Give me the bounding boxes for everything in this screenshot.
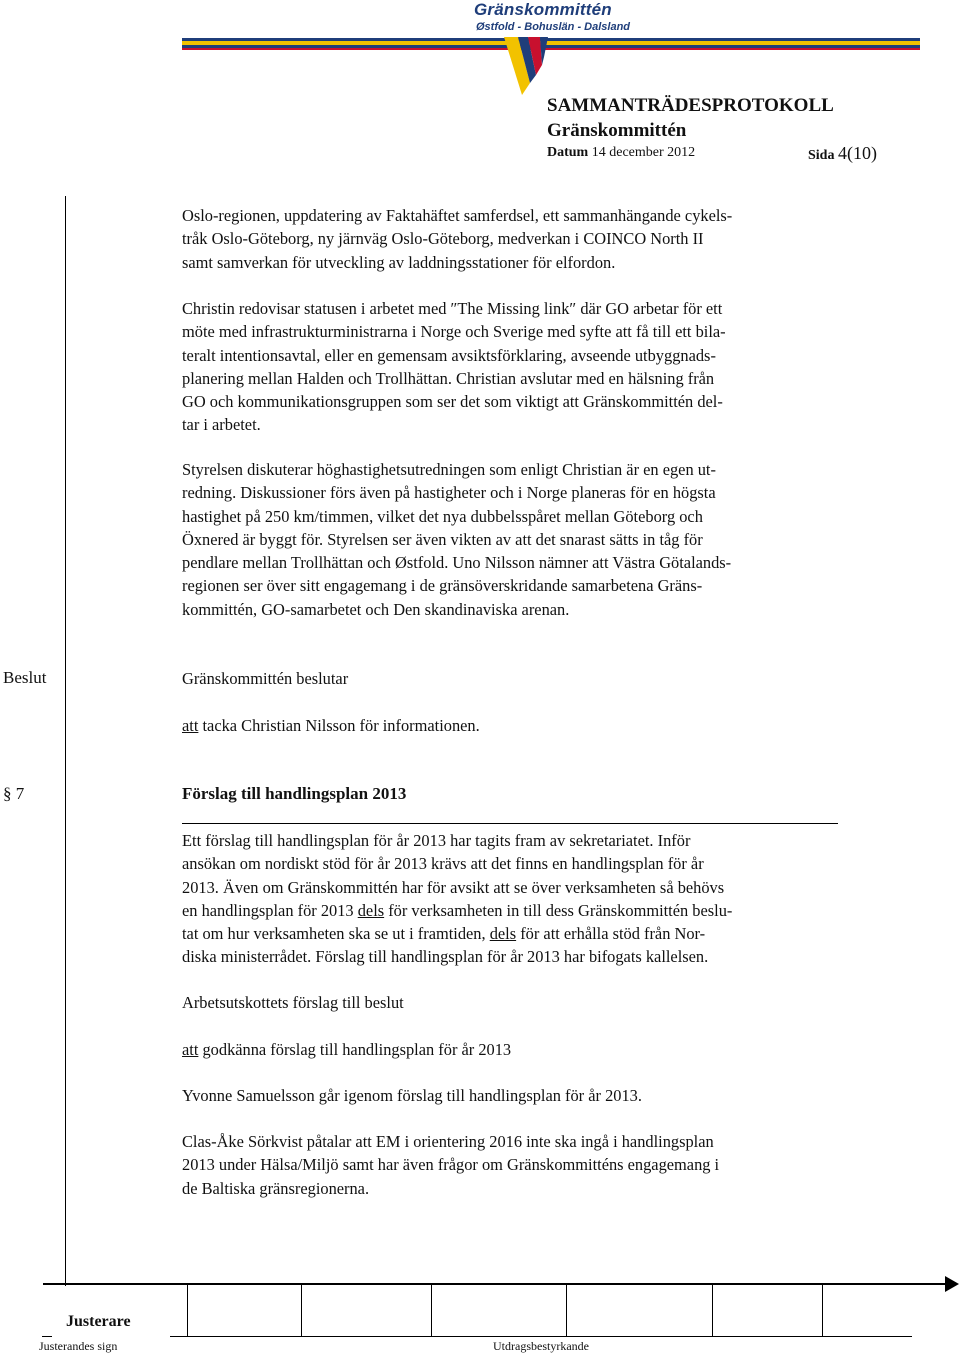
- text-line: möte med infrastrukturministrarna i Norge och Sverige med syfte att få till ett bila-: [182, 322, 726, 342]
- text-line: [182, 922, 862, 945]
- text-line: redning. Diskussioner förs även på hastigheter och i Norge planeras för en högsta: [182, 483, 716, 503]
- paragraph-oslo-region: [182, 204, 862, 274]
- text-line: Ett förslag till handlingsplan för år 2013 har tagits fram av sekretariatet. Inför: [182, 831, 691, 850]
- arrow-right-icon: [945, 1276, 959, 1292]
- page-label: Sida: [808, 148, 835, 163]
- footer-dash: [42, 1336, 52, 1337]
- text-line: planering mellan Halden och Trollhättan. Christian avslutar med en hälsning från: [182, 368, 715, 388]
- text-line: [182, 899, 862, 922]
- date-label: Datum: [547, 145, 589, 160]
- att-keyword: att: [182, 1040, 199, 1059]
- text-run: för att erhålla stöd från Nor-: [516, 924, 706, 944]
- beslut-label: Beslut: [3, 668, 47, 687]
- text-line: tråk Oslo-Göteborg, ny järnväg Oslo-Göteborg, medverkan i COINCO North II: [182, 229, 704, 249]
- text-line: Clas-Åke Sörkvist påtalar att EM i orientering 2016 inte ska ingå i handlingsplan: [182, 1132, 714, 1151]
- text-run: för verksamheten in till dess Gränskommittén beslu-: [384, 900, 733, 920]
- text-line: de Baltiska gränsregionerna.: [182, 1178, 370, 1198]
- paragraph-clas-ake: [182, 1130, 862, 1200]
- extract-label: Utdragsbestyrkande: [493, 1339, 589, 1353]
- text-line: 2013 under Hälsa/Miljö samt har även frågor om Gränskommitténs engagemang i: [182, 1155, 720, 1175]
- text-line: hastighet på 250 km/timmen, vilket det nya dubbelsspåret mellan Göteborg och: [182, 506, 703, 526]
- text-line: kommittén, GO-samarbetet och Den skandinaviska arenan.: [182, 599, 570, 619]
- footer-rule: [43, 1283, 952, 1285]
- text-line: diska ministerrådet. Förslag till handlingsplan för år 2013 har bifogats kallelsen.: [182, 947, 709, 967]
- au-proposal-label: [182, 991, 862, 1014]
- decision-line: [182, 714, 862, 737]
- signature-box-divider: [431, 1284, 432, 1336]
- page-value: 4(10): [837, 143, 877, 163]
- text-line: Christin redovisar statusen i arbetet med ″The Missing link″ där GO arbetar för ett: [182, 299, 723, 318]
- signature-box-divider: [712, 1284, 713, 1336]
- beslut-text: [182, 667, 862, 690]
- text-line: Yvonne Samuelsson går igenom förslag till handlingsplan för år 2013.: [182, 1086, 642, 1105]
- section-number: § 7: [3, 784, 25, 803]
- text-run: en handlingsplan för 2013: [182, 900, 358, 920]
- signature-box-divider: [301, 1284, 302, 1336]
- text-line: teralt intentionsavtal, eller en gemensam avsiktsförklaring, avseende utbyggnads-: [182, 345, 716, 365]
- paragraph-high-speed: [182, 458, 862, 621]
- margin-line: [65, 196, 66, 1286]
- text-line: samt samverkan för utveckling av laddningsstationer för elfordon.: [182, 252, 616, 272]
- text-line: [182, 1038, 862, 1061]
- decision-text: tacka Christian Nilsson för informationen.: [198, 716, 480, 735]
- proposal-text: godkänna förslag till handlingsplan för år 2013: [198, 1040, 512, 1059]
- text-line: [182, 714, 862, 737]
- flag-ribbon-icon: [500, 35, 550, 97]
- text-line: Arbetsutskottets förslag till beslut: [182, 993, 404, 1012]
- underlined-word: dels: [357, 900, 385, 920]
- text-run: tat om hur verksamheten ska se ut i framtiden,: [182, 924, 490, 944]
- organization-name: Gränskommittén: [547, 120, 687, 141]
- justerare-label: Justerare: [66, 1313, 131, 1330]
- proposal-line: [182, 1038, 862, 1061]
- sign-label: Justerandes sign: [39, 1339, 118, 1353]
- paragraph-handlingsplan: [182, 829, 862, 969]
- text-line: regionen ser över sitt engagemang i de gränsöverskridande samarbetena Gräns-: [182, 576, 703, 596]
- signature-underline: [170, 1336, 912, 1337]
- signature-box-divider: [822, 1284, 823, 1336]
- header-stripes: [182, 38, 920, 52]
- document-title: SAMMANTRÄDESPROTOKOLL: [547, 95, 834, 116]
- section-rule: [182, 823, 838, 824]
- text-line: GO och kommunikationsgruppen som ser det som viktigt att Gränskommittén del-: [182, 392, 723, 412]
- text-line: ansökan om nordiskt stöd för år 2013 krävs att det finns en handlingsplan för år: [182, 854, 704, 874]
- text-line: Gränskommittén beslutar: [182, 669, 349, 688]
- text-line: Öxnered är byggt för. Styrelsen ser även vikten av att det snarast sätts in tåg för: [182, 529, 703, 549]
- page-number: [808, 143, 877, 164]
- date-line: [547, 145, 695, 161]
- section-title: Förslag till handlingsplan 2013: [182, 784, 407, 803]
- text-line: Oslo-regionen, uppdatering av Faktahäftet samferdsel, ett sammanhängande cykels-: [182, 206, 733, 225]
- text-line: tar i arbetet.: [182, 415, 261, 435]
- signature-box-divider: [187, 1284, 188, 1336]
- logo-title: Gränskommittén: [474, 0, 612, 19]
- paragraph-yvonne: [182, 1084, 862, 1107]
- text-line: 2013. Även om Gränskommittén har för avsikt att se över verksamheten så behövs: [182, 877, 725, 897]
- text-line: Styrelsen diskuterar höghastighetsutredningen som enligt Christian är en egen ut-: [182, 460, 716, 479]
- date-value: 14 december 2012: [591, 145, 696, 160]
- underlined-word: dels: [489, 924, 517, 944]
- logo-subtitle: Østfold - Bohuslän - Dalsland: [476, 21, 631, 33]
- paragraph-missing-link: [182, 297, 862, 437]
- att-keyword: att: [182, 716, 199, 735]
- signature-box-divider: [566, 1284, 567, 1336]
- text-line: pendlare mellan Trollhättan och Østfold. Uno Nilsson nämner att Västra Götalands-: [182, 553, 732, 573]
